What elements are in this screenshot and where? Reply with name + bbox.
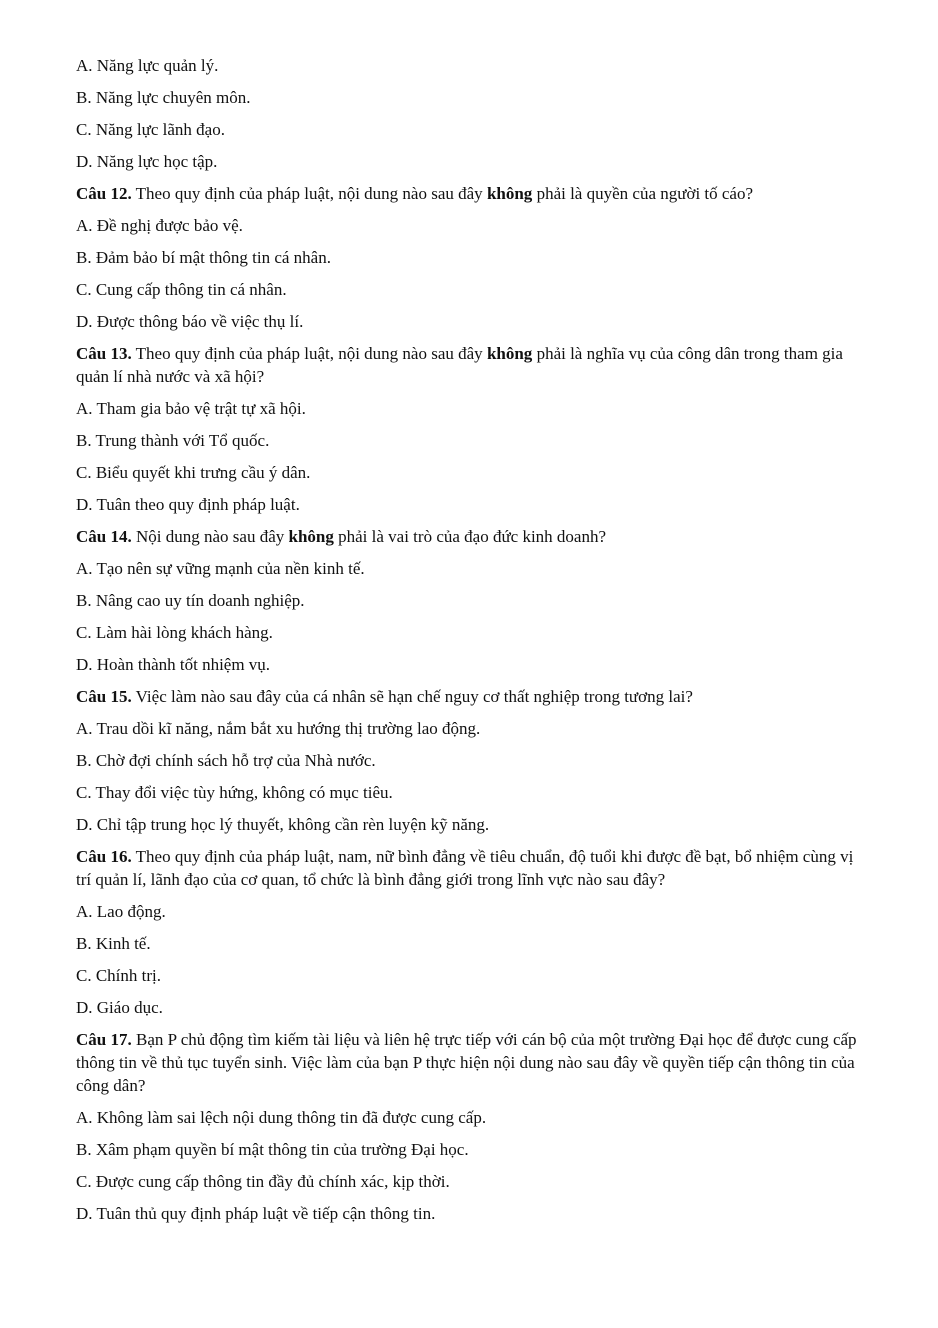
answer-option: B. Trung thành với Tổ quốc. [76,431,270,450]
answer-option: B. Kinh tế. [76,934,151,953]
answer-option: D. Chỉ tập trung học lý thuyết, không cần rèn luyện kỹ năng. [76,815,490,834]
question-text-end: phải là nghĩa vụ của công dân trong tham gia quản lí nhà nước và xã hội? [76,344,843,386]
question-emphasis: không [288,527,334,546]
question-number: Câu 15. [76,687,132,706]
question-number: Câu 17. [76,1030,132,1049]
answer-option: B. Chờ đợi chính sách hỗ trợ của Nhà nước. [76,751,376,770]
question-text-end: phải là quyền của người tố cáo? [532,184,754,203]
question-text: Theo quy định của pháp luật, nội dung nào sau đây [131,184,487,203]
answer-option: D. Tuân thủ quy định pháp luật về tiếp cận thông tin. [76,1204,436,1223]
question-stem [76,685,866,708]
question-stem [76,182,866,205]
answer-option: C. Biểu quyết khi trưng cầu ý dân. [76,463,311,482]
question-text: Bạn P chủ động tìm kiếm tài liệu và liên hệ trực tiếp với cán bộ của một trường Đại học để được cung cấp thông tin về thủ tục tuyển sinh. Việc làm của bạn P thực hiện nội dung nào sau đây về quyền tiếp cận thông tin của công dân? [76,1030,857,1095]
question-text: Theo quy định của pháp luật, nội dung nào sau đây [131,344,487,363]
question-text: Việc làm nào sau đây của cá nhân sẽ hạn chế nguy cơ thất nghiệp trong tương lai? [131,687,693,706]
question-list [76,54,878,1225]
answer-option: A. Trau dồi kĩ năng, nắm bắt xu hướng thị trường lao động. [76,719,481,738]
answer-option: A. Tham gia bảo vệ trật tự xã hội. [76,399,306,418]
question-number: Câu 13. [76,344,132,363]
question-stem [76,845,866,891]
question-text-end: phải là vai trò của đạo đức kinh doanh? [333,527,607,546]
answer-option: C. Chính trị. [76,966,162,985]
question-stem [76,525,866,548]
answer-option: C. Được cung cấp thông tin đầy đủ chính xác, kịp thời. [76,1172,450,1191]
answer-option: C. Năng lực lãnh đạo. [76,120,225,139]
answer-option: D. Tuân theo quy định pháp luật. [76,495,300,514]
answer-option: B. Nâng cao uy tín doanh nghiệp. [76,591,305,610]
answer-option: C. Thay đổi việc tùy hứng, không có mục tiêu. [76,783,393,802]
question-number: Câu 16. [76,847,132,866]
question-emphasis: không [486,344,533,363]
answer-option: B. Đảm bảo bí mật thông tin cá nhân. [76,248,331,267]
answer-option: C. Cung cấp thông tin cá nhân. [76,280,287,299]
question-text: Theo quy định của pháp luật, nam, nữ bình đẳng về tiêu chuẩn, độ tuổi khi được đề bạt, bổ nhiệm cùng vị trí quản lí, lãnh đạo của cơ quan, tổ chức là bình đẳng giới trong lĩnh vực nào sau đây? [76,847,854,889]
answer-option: A. Đề nghị được bảo vệ. [76,216,243,235]
answer-option: D. Năng lực học tập. [76,152,218,171]
question-emphasis: không [486,184,533,203]
answer-option: C. Làm hài lòng khách hàng. [76,623,273,642]
answer-option: D. Được thông báo về việc thụ lí. [76,312,304,331]
answer-option: D. Hoàn thành tốt nhiệm vụ. [76,655,271,674]
answer-option: B. Xâm phạm quyền bí mật thông tin của trường Đại học. [76,1140,469,1159]
question-stem [76,1028,866,1097]
answer-option: B. Năng lực chuyên môn. [76,88,251,107]
answer-option: A. Lao động. [76,902,166,921]
question-text: Nội dung nào sau đây [131,527,289,546]
answer-option: A. Năng lực quản lý. [76,56,219,75]
answer-option: A. Tạo nên sự vững mạnh của nền kinh tế. [76,559,365,578]
question-stem [76,342,866,388]
answer-option: D. Giáo dục. [76,998,163,1017]
question-number: Câu 12. [76,184,132,203]
question-number: Câu 14. [76,527,132,546]
answer-option: A. Không làm sai lệch nội dung thông tin đã được cung cấp. [76,1108,487,1127]
